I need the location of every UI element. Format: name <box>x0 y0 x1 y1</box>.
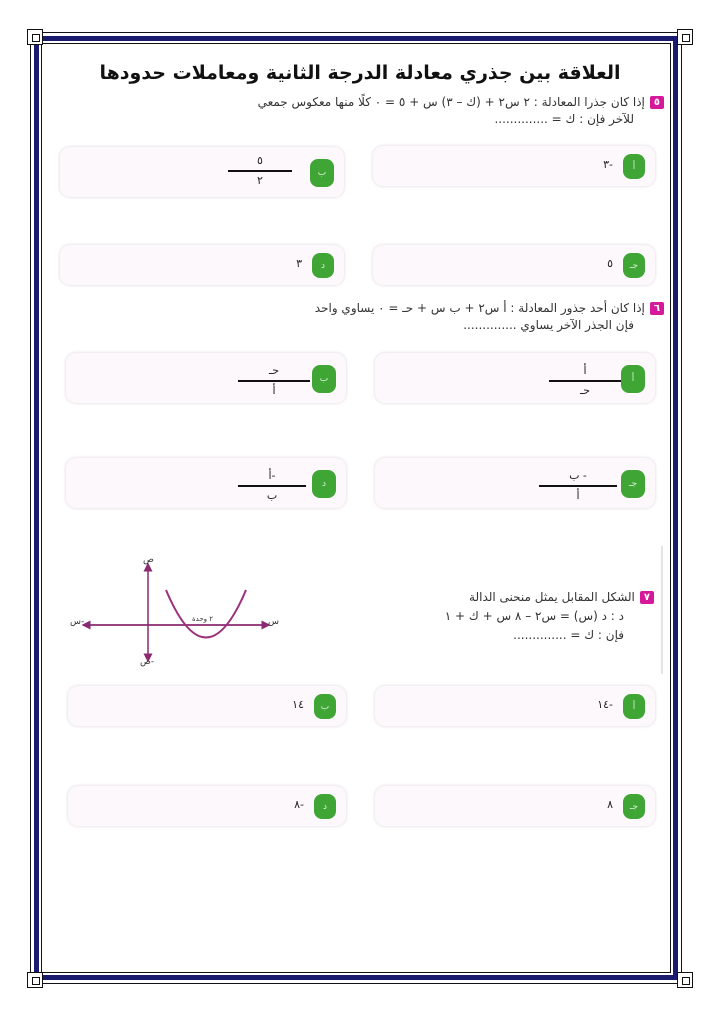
option-d[interactable] <box>68 786 346 826</box>
question-number-badge: ٥ <box>650 96 664 109</box>
fraction-bar <box>238 380 310 382</box>
question-number-badge: ٧ <box>640 591 654 604</box>
question-text-line1: الشكل المقابل يمثل منحنى الدالة <box>469 590 635 604</box>
fraction-numerator: ٥ <box>257 154 263 167</box>
option-a[interactable] <box>375 353 655 403</box>
question-7 <box>374 588 654 645</box>
option-letter-badge: د <box>312 470 336 498</box>
fraction-numerator: حـ <box>268 364 280 377</box>
option-value: ٣ <box>296 257 302 270</box>
option-c[interactable] <box>375 458 655 508</box>
corner-ornament-icon <box>677 972 693 988</box>
question-text-line2: للآخر فإن : ك = .............. <box>494 112 634 126</box>
corner-ornament-icon <box>27 29 43 45</box>
y-axis-label-bottom: ص- <box>140 657 155 667</box>
option-letter-badge: جـ <box>623 253 645 278</box>
option-letter-badge: أ <box>623 694 645 719</box>
x-axis-label-right: س <box>268 617 279 627</box>
option-fraction <box>238 363 310 399</box>
option-value: -٣ <box>603 158 613 171</box>
fraction-denominator: حـ <box>579 384 591 397</box>
question-5 <box>84 94 664 128</box>
corner-ornament-icon <box>27 972 43 988</box>
question-number-badge: ٦ <box>650 302 664 315</box>
fraction-denominator: أ <box>272 384 276 397</box>
fraction-numerator: - ب <box>569 469 587 482</box>
option-a[interactable] <box>373 146 655 186</box>
option-fraction <box>238 468 306 504</box>
option-letter-badge: د <box>314 794 336 819</box>
fraction-bar <box>228 170 292 172</box>
fraction-bar <box>549 380 621 382</box>
x-axis-label-left: س- <box>70 617 85 627</box>
question-text-line1: إذا كان جذرا المعادلة : ٢ س٢ + (ك – ٣) س + ٥ = ٠ كلًا منها معكوس جمعي <box>257 95 645 109</box>
option-value: ٥ <box>607 257 613 270</box>
option-d[interactable] <box>66 458 346 508</box>
option-b[interactable] <box>68 686 346 726</box>
option-value: -١٤ <box>597 698 613 711</box>
question-6 <box>184 300 664 334</box>
question-text-line2: د : د (س) = س٢ – ٨ س + ك + ١ <box>444 609 624 623</box>
option-b[interactable] <box>66 353 346 403</box>
question-text-line2: فإن الجذر الآخر يساوي .............. <box>463 318 634 332</box>
option-fraction <box>228 153 292 189</box>
corner-ornament-icon <box>677 29 693 45</box>
fraction-denominator: ٢ <box>257 174 263 187</box>
option-fraction <box>539 468 617 504</box>
fraction-bar <box>238 485 306 487</box>
option-value: -٨ <box>294 798 304 811</box>
question-text-line3: فإن : ك = .............. <box>513 628 624 642</box>
option-letter-badge: جـ <box>621 470 645 498</box>
fraction-numerator: -أ <box>268 469 276 482</box>
option-c[interactable] <box>375 786 655 826</box>
option-letter-badge: ب <box>310 159 334 187</box>
fraction-numerator: أ <box>583 364 587 377</box>
fraction-denominator: ب <box>266 489 278 502</box>
option-letter-badge: ب <box>312 365 336 393</box>
option-letter-badge: د <box>312 253 334 278</box>
question-text-line1: إذا كان أحد جذور المعادلة : أ س٢ + ب س + حـ = ٠ يساوي واحد <box>314 301 645 315</box>
graph-annotation: ٢ وحدة <box>192 615 214 623</box>
fraction-bar <box>539 485 617 487</box>
column-divider <box>661 546 663 674</box>
fraction-denominator: أ <box>576 489 580 502</box>
option-letter-badge: أ <box>621 365 645 393</box>
option-value: ٨ <box>607 798 613 811</box>
page-title: العلاقة بين جذري معادلة الدرجة الثانية ومعاملات حدودها <box>99 62 621 84</box>
option-a[interactable] <box>375 686 655 726</box>
option-c[interactable] <box>373 245 655 285</box>
option-value: ١٤ <box>292 698 304 711</box>
parabola-graph <box>66 555 296 670</box>
y-axis-label-top: ص <box>143 555 154 565</box>
option-b[interactable] <box>60 147 344 197</box>
option-fraction <box>549 363 621 399</box>
option-letter-badge: ب <box>314 694 336 719</box>
option-d[interactable] <box>60 245 344 285</box>
option-letter-badge: جـ <box>623 794 645 819</box>
option-letter-badge: أ <box>623 154 645 179</box>
